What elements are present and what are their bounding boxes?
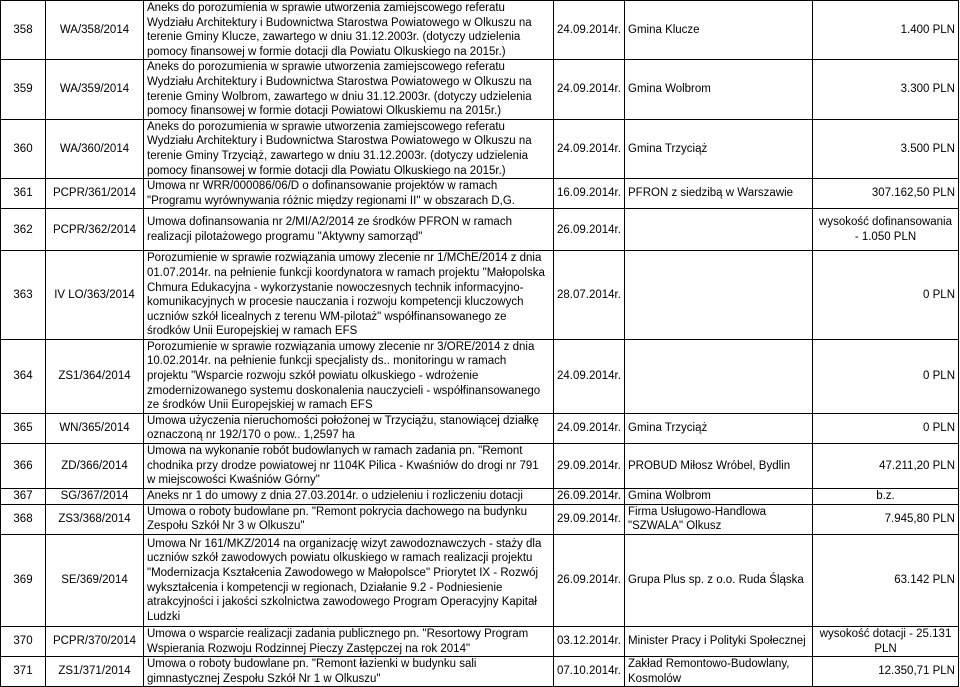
row-amount: 307.162,50 PLN [813,179,959,209]
row-signature: ZD/366/2014 [46,444,144,489]
row-number: 358 [1,1,46,60]
row-number: 371 [1,657,46,687]
row-number: 362 [1,209,46,251]
row-amount: 0 PLN [813,251,959,340]
row-number: 364 [1,339,46,413]
row-signature: WA/360/2014 [46,119,144,178]
row-date: 24.09.2014r. [554,60,625,119]
row-amount: 63.142 PLN [813,535,959,627]
row-amount: 1.400 PLN [813,1,959,60]
row-date: 26.09.2014r. [554,535,625,627]
table-row [1,1,959,60]
row-number: 369 [1,535,46,627]
row-number: 366 [1,444,46,489]
row-description: Umowa o wsparcie realizacji zadania publicznego pn. "Resortowy Program Wspierania Rozwoju Rodzinnej Pieczy Zastępczej na rok 2014" [144,627,554,657]
row-description: Umowa o roboty budowlane pn. "Remont łazienki w budynku sali gimnastycznej Zespołu Szkół Nr 1 w Olkuszu" [144,657,554,687]
row-signature: WN/365/2014 [46,413,144,443]
row-party: Minister Pracy i Polityki Społecznej [625,627,813,657]
row-party: Firma Usługowo-Handlowa "SZWALA" Olkusz [625,504,813,534]
row-description: Aneks do porozumienia w sprawie utworzenia zamiejscowego referatu Wydziału Architektury i Budownictwa Starostwa Powiatowego w Olkuszu na terenie Gminy Klucze, zawartego w dniu 31.12.2003r. (dotyczy udzielenia pomocy finansowej w formie dotacji dla Powiatu Olkuskiego na 2015r.) [144,1,554,60]
row-amount: b.z. [813,488,959,504]
row-signature: ZS1/364/2014 [46,339,144,413]
row-amount: 12.350,71 PLN [813,657,959,687]
row-party: Gmina Trzyciąż [625,413,813,443]
table-row [1,339,959,413]
row-party: PFRON z siedzibą w Warszawie [625,179,813,209]
row-signature: WA/359/2014 [46,60,144,119]
row-party: Zakład Remontowo-Budowlany, Kosmolów [625,657,813,687]
row-number: 365 [1,413,46,443]
table-row [1,119,959,178]
table-row [1,60,959,119]
row-signature: PCPR/370/2014 [46,627,144,657]
row-date: 24.09.2014r. [554,119,625,178]
row-signature: ZS1/371/2014 [46,657,144,687]
row-date: 16.09.2014r. [554,179,625,209]
row-party: Gmina Trzyciąż [625,119,813,178]
row-amount: 7.945,80 PLN [813,504,959,534]
row-party [625,339,813,413]
row-description: Aneks do porozumienia w sprawie utworzenia zamiejscowego referatu Wydziału Architektury i Budownictwa Starostwa Powiatowego w Olkuszu na terenie Gminy Trzyciąż, zawartego w dniu 31.12.2003r. (dotyczy udzielenia pomocy finansowej w formie dotacji dla Powiatu Olkuskiego na 2015r.) [144,119,554,178]
table-row [1,488,959,504]
row-description: Umowa nr WRR/000086/06/D o dofinansowanie projektów w ramach "Programu wyrównywania różnic między regionami II" w obszarach D,G. [144,179,554,209]
row-number: 359 [1,60,46,119]
row-description: Umowa o roboty budowlane pn. "Remont pokrycia dachowego na budynku Zespołu Szkół Nr 3 w Olkuszu" [144,504,554,534]
row-number: 361 [1,179,46,209]
row-date: 24.09.2014r. [554,1,625,60]
row-amount: 0 PLN [813,339,959,413]
row-party [625,251,813,340]
row-date: 26.09.2014r. [554,209,625,251]
table-row [1,413,959,443]
row-description: Aneks do porozumienia w sprawie utworzenia zamiejscowego referatu Wydziału Architektury i Budownictwa Starostwa Powiatowego w Olkuszu na terenie Gminy Wolbrom, zawartego w dniu 31.12.2003r. (dotyczy udzielenia pomocy finansowej w formie dotacji Powiatowi Olkuskiemu na 2015r.) [144,60,554,119]
row-signature: PCPR/361/2014 [46,179,144,209]
row-description: Umowa na wykonanie robót budowlanych w ramach zadania pn. "Remont chodnika przy drodze powiatowej nr 1104K Pilica - Kwaśniów do drogi nr 791 w miejscowości Kwaśniów Górny" [144,444,554,489]
table-row [1,535,959,627]
row-party: PROBUD Miłosz Wróbel, Bydlin [625,444,813,489]
table-row [1,627,959,657]
row-date: 24.09.2014r. [554,413,625,443]
row-signature: SE/369/2014 [46,535,144,627]
row-party: Grupa Plus sp. z o.o. Ruda Śląska [625,535,813,627]
row-amount: 0 PLN [813,413,959,443]
row-number: 370 [1,627,46,657]
row-signature: PCPR/362/2014 [46,209,144,251]
row-party: Gmina Wolbrom [625,488,813,504]
row-number: 363 [1,251,46,340]
row-party: Gmina Klucze [625,1,813,60]
row-amount: wysokość dofinansowania - 1.050 PLN [813,209,959,251]
row-date: 07.10.2014r. [554,657,625,687]
table-row [1,657,959,687]
row-description: Umowa użyczenia nieruchomości położonej w Trzyciążu, stanowiącej działkę oznaczoną nr 192/170 o pow.. 1,2597 ha [144,413,554,443]
row-date: 28.07.2014r. [554,251,625,340]
row-signature: IV LO/363/2014 [46,251,144,340]
row-description: Umowa Nr 161/MKZ/2014 na organizację wizyt zawodoznawczych - staży dla uczniów szkół zawodowych powiatu olkuskiego w ramach realizacji projektu "Modernizacja Kształcenia Zawodowego w Małopolsce" Priorytet IX - Rozwój wykształcenia i kompetencji w regionach, Działanie 9.2 - Podniesienie atrakcyjności i jakości szkolnictwa zawodowego Program Operacyjny Kapitał Ludzki [144,535,554,627]
row-party: Gmina Wolbrom [625,60,813,119]
row-description: Aneks nr 1 do umowy z dnia 27.03.2014r. o udzieleniu i rozliczeniu dotacji [144,488,554,504]
row-description: Porozumienie w sprawie rozwiązania umowy zlecenie nr 3/ORE/2014 z dnia 10.02.2014r. na pełnienie funkcji specjalisty ds.. monitoringu w ramach projektu "Wsparcie rozwoju szkół powiatu olkuskiego - wdrożenie zmodernizowanego systemu doskonalenia nauczycieli - współfinansowanego ze środków Unii Europejskiej w ramach EFS [144,339,554,413]
table-row [1,444,959,489]
row-description: Porozumienie w sprawie rozwiązania umowy zlecenie nr 1/MChE/2014 z dnia 01.07.2014r. na pełnienie funkcji koordynatora w ramach projektu "Małopolska Chmura Edukacyjna - wykorzystanie nowoczesnych technik informacyjno-komunikacyjnych w procesie nauczania i rozwoju kompetencji kluczowych uczniów szkół licealnych z terenu WM-pilotaż" współfinansowanego ze środków Unii Europejskiej w ramach EFS [144,251,554,340]
row-description: Umowa dofinansowania nr 2/MI/A2/2014 ze środków PFRON w ramach realizacji pilotażowego programu "Aktywny samorząd" [144,209,554,251]
row-amount: 3.300 PLN [813,60,959,119]
row-date: 03.12.2014r. [554,627,625,657]
row-number: 360 [1,119,46,178]
row-party [625,209,813,251]
row-amount: wysokość dotacji - 25.131 PLN [813,627,959,657]
row-number: 368 [1,504,46,534]
row-signature: SG/367/2014 [46,488,144,504]
row-amount: 3.500 PLN [813,119,959,178]
row-date: 29.09.2014r. [554,444,625,489]
row-date: 24.09.2014r. [554,339,625,413]
row-number: 367 [1,488,46,504]
table-row [1,209,959,251]
row-amount: 47.211,20 PLN [813,444,959,489]
table-row [1,251,959,340]
row-signature: ZS3/368/2014 [46,504,144,534]
row-date: 26.09.2014r. [554,488,625,504]
row-date: 29.09.2014r. [554,504,625,534]
row-signature: WA/358/2014 [46,1,144,60]
table-row [1,504,959,534]
table-row [1,179,959,209]
